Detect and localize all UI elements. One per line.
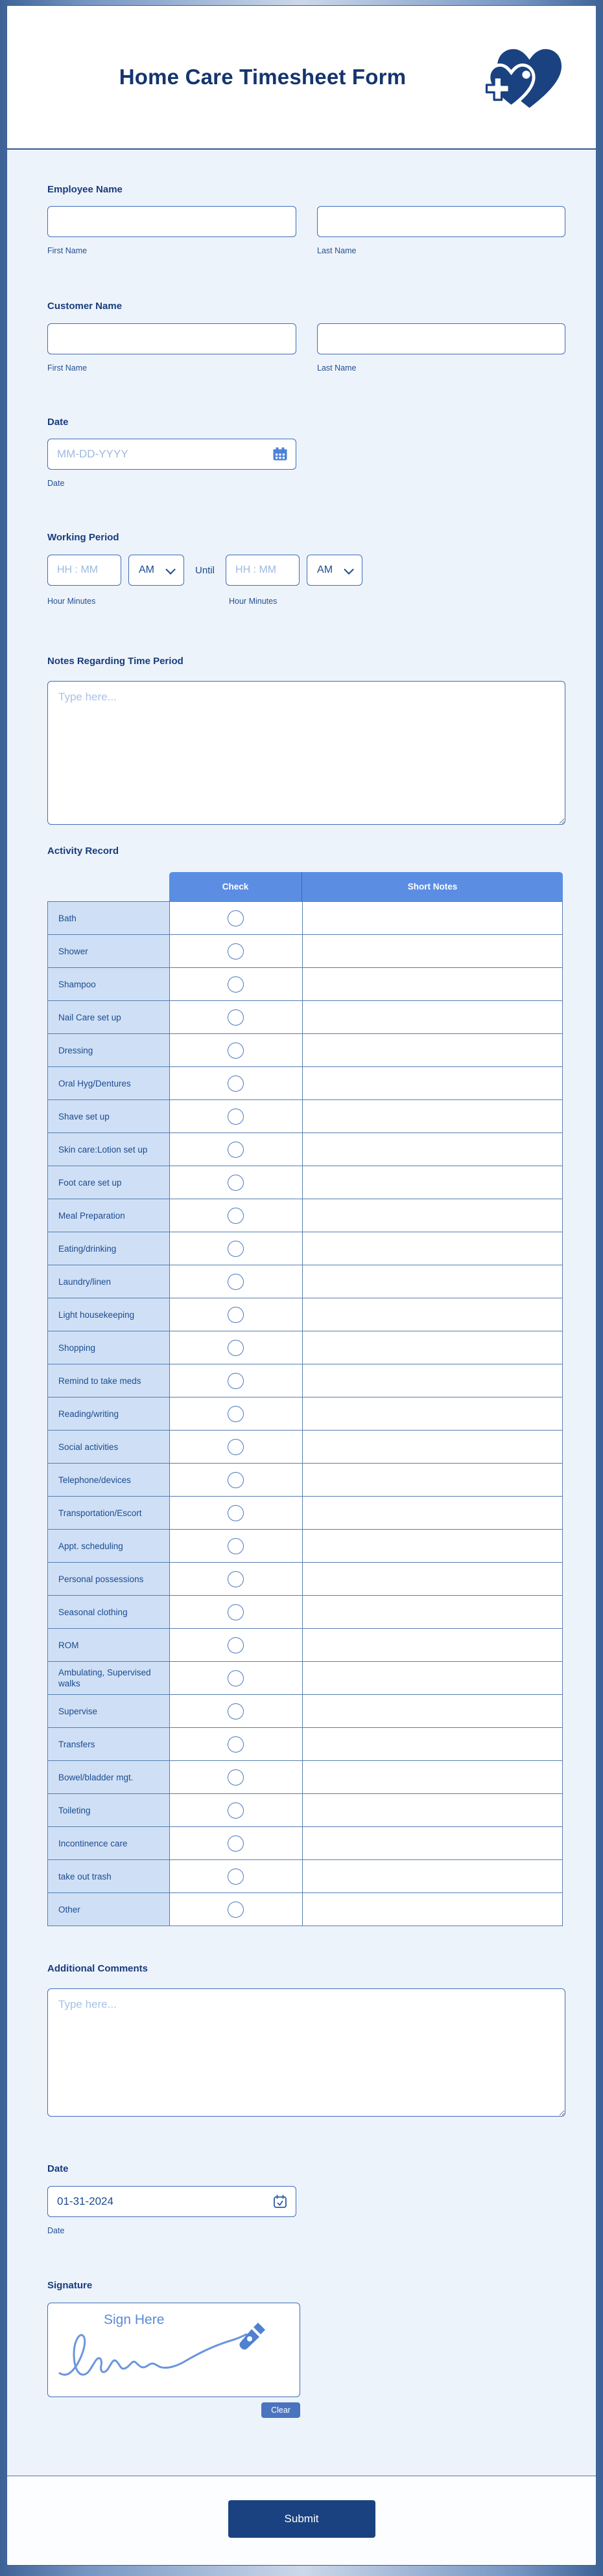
check-radio[interactable]: [228, 1373, 244, 1389]
table-row: [48, 1067, 563, 1100]
until-label: Until: [195, 564, 215, 576]
table-row: [48, 1662, 563, 1695]
activity-label-cell: Transfers: [48, 1728, 170, 1761]
check-radio[interactable]: [228, 1009, 244, 1026]
customer-last-name-input[interactable]: [317, 323, 565, 354]
activity-label-cell: Ambulating, Supervised walks: [48, 1662, 170, 1695]
activity-label-cell: Shampoo: [48, 968, 170, 1001]
short-notes-cell[interactable]: [303, 1100, 563, 1133]
activity-label-cell: Personal possessions: [48, 1563, 170, 1596]
employee-first-name-input[interactable]: [47, 206, 296, 237]
table-row: [48, 1794, 563, 1827]
additional-comments-label: Additional Comments: [47, 1963, 148, 1974]
customer-first-name-input[interactable]: [47, 323, 296, 354]
working-period-label: Working Period: [47, 532, 119, 543]
table-row: [48, 1530, 563, 1563]
activity-label-cell: Dressing: [48, 1034, 170, 1067]
activity-table-body: [47, 901, 563, 1926]
short-notes-cell[interactable]: [303, 1563, 563, 1596]
check-cell: [170, 935, 303, 968]
check-radio[interactable]: [228, 1835, 244, 1852]
short-notes-cell[interactable]: [303, 1497, 563, 1530]
check-radio[interactable]: [228, 1902, 244, 1918]
check-radio[interactable]: [228, 1208, 244, 1224]
activity-label-cell: Other: [48, 1893, 170, 1926]
activity-label-cell: Nail Care set up: [48, 1001, 170, 1034]
table-row: [48, 1761, 563, 1794]
table-row: [48, 1133, 563, 1166]
table-row: [48, 1199, 563, 1232]
table-row: [48, 1265, 563, 1298]
date-bottom-label: Date: [47, 2163, 69, 2174]
short-notes-cell[interactable]: [303, 1364, 563, 1397]
activity-label-cell: Bowel/bladder mgt.: [48, 1761, 170, 1794]
check-radio[interactable]: [228, 1075, 244, 1092]
check-cell: [170, 1629, 303, 1662]
calendar-check-icon[interactable]: [272, 2194, 288, 2209]
form-body: [7, 150, 596, 2476]
short-notes-cell[interactable]: [303, 1431, 563, 1464]
short-notes-cell[interactable]: [303, 1860, 563, 1893]
check-cell: [170, 1199, 303, 1232]
check-cell: [170, 1563, 303, 1596]
clear-signature-button[interactable]: Clear: [261, 2402, 300, 2418]
table-row: [48, 1331, 563, 1364]
short-notes-cell[interactable]: [303, 1397, 563, 1431]
table-row: [48, 1893, 563, 1926]
short-notes-cell[interactable]: [303, 935, 563, 968]
activity-label-cell: Supervise: [48, 1695, 170, 1728]
check-radio[interactable]: [228, 1307, 244, 1323]
date-top-input[interactable]: [47, 439, 296, 470]
customer-last-name-sublabel: Last Name: [317, 363, 357, 373]
check-cell: [170, 1331, 303, 1364]
employee-name-field: [47, 206, 564, 256]
check-radio[interactable]: [228, 1472, 244, 1488]
from-ampm-select[interactable]: [128, 555, 184, 586]
check-cell: [170, 1265, 303, 1298]
chevron-down-icon: [165, 564, 176, 575]
check-cell: [170, 1596, 303, 1629]
employee-last-name-sublabel: Last Name: [317, 246, 357, 255]
check-cell: [170, 1166, 303, 1199]
check-cell: [170, 1893, 303, 1926]
short-notes-cell[interactable]: [303, 1067, 563, 1100]
activity-table-header: [169, 872, 563, 901]
activity-label-cell: Toileting: [48, 1794, 170, 1827]
check-cell: [170, 902, 303, 935]
from-time-input[interactable]: [47, 555, 121, 586]
check-cell: [170, 1298, 303, 1331]
short-notes-cell[interactable]: [303, 1331, 563, 1364]
check-radio[interactable]: [228, 1869, 244, 1885]
check-radio[interactable]: [228, 1703, 244, 1719]
table-row: [48, 1596, 563, 1629]
page-title: Home Care Timesheet Form: [119, 65, 407, 89]
table-row: [48, 1728, 563, 1761]
to-ampm-value: AM: [317, 564, 333, 575]
check-radio[interactable]: [228, 1109, 244, 1125]
short-notes-cell[interactable]: [303, 1794, 563, 1827]
check-cell: [170, 1232, 303, 1265]
heart-care-logo-icon: [479, 42, 565, 112]
activity-label-cell: take out trash: [48, 1860, 170, 1893]
short-notes-cell[interactable]: [303, 1827, 563, 1860]
date-top-sublabel: Date: [47, 479, 65, 488]
table-row: [48, 1232, 563, 1265]
check-cell: [170, 1431, 303, 1464]
calendar-icon[interactable]: [272, 446, 288, 462]
table-row: [48, 1695, 563, 1728]
activity-label-cell: Seasonal clothing: [48, 1596, 170, 1629]
customer-first-name-sublabel: First Name: [47, 363, 88, 373]
short-notes-cell[interactable]: [303, 1662, 563, 1695]
table-row: [48, 1431, 563, 1464]
activity-label-cell: Shopping: [48, 1331, 170, 1364]
activity-label-cell: Transportation/Escort: [48, 1497, 170, 1530]
check-cell: [170, 1761, 303, 1794]
short-notes-cell[interactable]: [303, 1298, 563, 1331]
table-row: [48, 935, 563, 968]
customer-name-label: Customer Name: [47, 301, 123, 312]
check-cell: [170, 1860, 303, 1893]
employee-first-name-sublabel: First Name: [47, 246, 88, 255]
table-row: [48, 1563, 563, 1596]
check-cell: [170, 1662, 303, 1695]
check-radio[interactable]: [228, 1802, 244, 1819]
form-footer: [7, 2476, 596, 2565]
form-card: [6, 5, 597, 2566]
activity-label-cell: Remind to take meds: [48, 1364, 170, 1397]
check-cell: [170, 1001, 303, 1034]
chevron-down-icon: [344, 564, 354, 575]
customer-name-field: [47, 323, 564, 373]
check-cell: [170, 1067, 303, 1100]
check-cell: [170, 968, 303, 1001]
check-radio[interactable]: [228, 910, 244, 926]
table-row: [48, 1629, 563, 1662]
short-notes-cell[interactable]: [303, 1133, 563, 1166]
check-radio[interactable]: [228, 1142, 244, 1158]
short-notes-cell[interactable]: [303, 1629, 563, 1662]
employee-last-name-input[interactable]: [317, 206, 565, 237]
table-row: [48, 1298, 563, 1331]
from-ampm-value: AM: [139, 564, 154, 575]
table-row: [48, 1166, 563, 1199]
table-row: [48, 1497, 563, 1530]
activity-label-cell: Shave set up: [48, 1100, 170, 1133]
date-bottom-sublabel: Date: [47, 2226, 65, 2235]
short-notes-cell[interactable]: [303, 968, 563, 1001]
activity-record-label: Activity Record: [47, 845, 119, 857]
short-notes-cell[interactable]: [303, 1530, 563, 1563]
activity-label-cell: Reading/writing: [48, 1397, 170, 1431]
short-notes-cell[interactable]: [303, 1001, 563, 1034]
short-notes-cell[interactable]: [303, 1728, 563, 1761]
check-cell: [170, 1695, 303, 1728]
check-radio[interactable]: [228, 1637, 244, 1653]
table-row: [48, 1364, 563, 1397]
table-row: [48, 1464, 563, 1497]
activity-label-cell: Light housekeeping: [48, 1298, 170, 1331]
short-notes-cell[interactable]: [303, 1893, 563, 1926]
activity-record-table: [47, 872, 563, 1926]
short-notes-cell[interactable]: [303, 902, 563, 935]
activity-label-cell: Incontinence care: [48, 1827, 170, 1860]
check-cell: [170, 1100, 303, 1133]
check-radio[interactable]: [228, 943, 244, 960]
short-notes-cell[interactable]: [303, 1596, 563, 1629]
table-row: [48, 1860, 563, 1893]
date-bottom-input[interactable]: [47, 2186, 296, 2217]
activity-label-cell: Skin care:Lotion set up: [48, 1133, 170, 1166]
activity-label-cell: ROM: [48, 1629, 170, 1662]
date-top-label: Date: [47, 417, 69, 428]
signature-pad[interactable]: [47, 2303, 300, 2397]
short-notes-cell[interactable]: [303, 1265, 563, 1298]
check-radio[interactable]: [228, 1439, 244, 1455]
check-cell: [170, 1364, 303, 1397]
date-top-field: [47, 439, 296, 470]
notes-textarea[interactable]: [47, 681, 565, 825]
check-radio[interactable]: [228, 1538, 244, 1554]
check-radio[interactable]: [228, 976, 244, 993]
check-radio[interactable]: [228, 1670, 244, 1686]
check-radio[interactable]: [228, 1769, 244, 1786]
check-radio[interactable]: [228, 1175, 244, 1191]
activity-label-cell: Appt. scheduling: [48, 1530, 170, 1563]
employee-name-label: Employee Name: [47, 184, 123, 195]
submit-button[interactable]: Submit: [228, 2500, 375, 2538]
table-row: [48, 1100, 563, 1133]
activity-label-cell: Telephone/devices: [48, 1464, 170, 1497]
short-notes-cell[interactable]: [303, 1761, 563, 1794]
check-cell: [170, 1464, 303, 1497]
activity-label-cell: Eating/drinking: [48, 1232, 170, 1265]
activity-label-cell: Social activities: [48, 1431, 170, 1464]
short-notes-cell[interactable]: [303, 1695, 563, 1728]
pen-nib-icon: [237, 2321, 266, 2352]
short-notes-cell[interactable]: [303, 1464, 563, 1497]
check-cell: [170, 1497, 303, 1530]
table-row: [48, 1001, 563, 1034]
check-radio[interactable]: [228, 1406, 244, 1422]
table-row: [48, 1034, 563, 1067]
check-cell: [170, 1034, 303, 1067]
form-header: [7, 6, 596, 150]
table-row: [48, 1397, 563, 1431]
check-cell: [170, 1397, 303, 1431]
short-notes-cell[interactable]: [303, 1034, 563, 1067]
table-row: [48, 902, 563, 935]
check-cell: [170, 1133, 303, 1166]
check-radio[interactable]: [228, 1571, 244, 1587]
activity-label-cell: Oral Hyg/Dentures: [48, 1067, 170, 1100]
short-notes-column-header: Short Notes: [407, 882, 458, 891]
to-time-input[interactable]: [226, 555, 300, 586]
activity-label-cell: Foot care set up: [48, 1166, 170, 1199]
table-row: [48, 1827, 563, 1860]
short-notes-cell[interactable]: [303, 1232, 563, 1265]
check-cell: [170, 1530, 303, 1563]
to-ampm-select[interactable]: [307, 555, 362, 586]
to-hour-minutes-sublabel: Hour Minutes: [229, 597, 278, 606]
activity-label-cell: Meal Preparation: [48, 1199, 170, 1232]
table-row: [48, 968, 563, 1001]
check-cell: [170, 1728, 303, 1761]
check-column-header: Check: [169, 872, 302, 901]
check-radio[interactable]: [228, 1340, 244, 1356]
notes-label: Notes Regarding Time Period: [47, 656, 183, 667]
signature-label: Signature: [47, 2280, 93, 2291]
sign-here-text: Sign Here: [104, 2312, 165, 2327]
check-radio[interactable]: [228, 1241, 244, 1257]
from-hour-minutes-sublabel: Hour Minutes: [47, 597, 96, 606]
additional-comments-textarea[interactable]: [47, 1988, 565, 2117]
activity-label-cell: Laundry/linen: [48, 1265, 170, 1298]
activity-label-cell: Bath: [48, 902, 170, 935]
check-radio[interactable]: [228, 1274, 244, 1290]
working-period-field: [47, 555, 564, 586]
short-notes-cell[interactable]: [303, 1166, 563, 1199]
check-cell: [170, 1827, 303, 1860]
check-radio[interactable]: [228, 1042, 244, 1059]
check-radio[interactable]: [228, 1604, 244, 1620]
check-radio[interactable]: [228, 1505, 244, 1521]
activity-label-cell: Shower: [48, 935, 170, 968]
check-radio[interactable]: [228, 1736, 244, 1753]
date-bottom-field: [47, 2186, 296, 2217]
short-notes-cell[interactable]: [303, 1199, 563, 1232]
check-cell: [170, 1794, 303, 1827]
